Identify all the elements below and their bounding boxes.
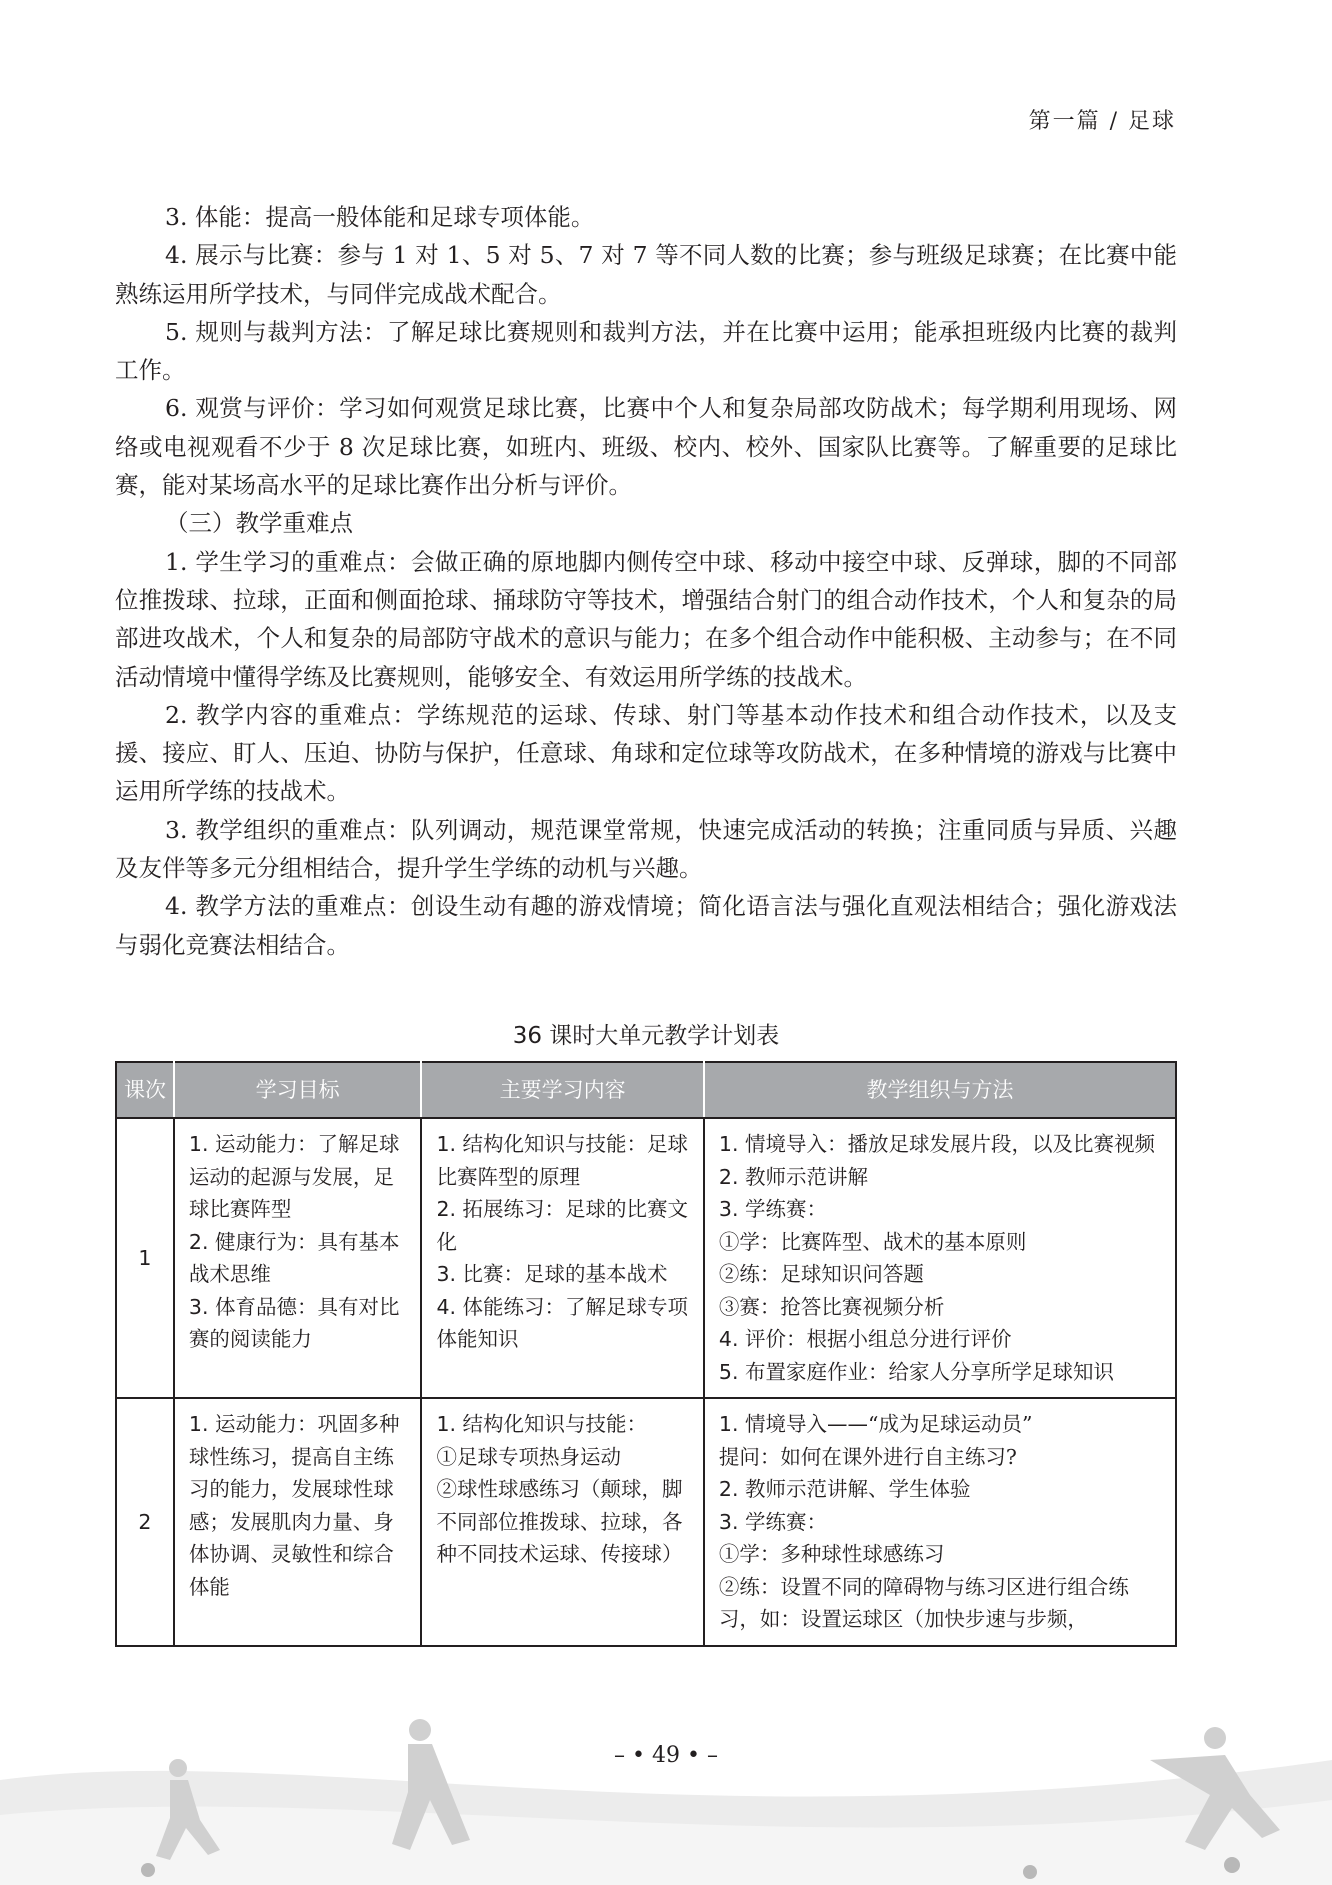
header-lesson-number: 课次 [116,1062,174,1118]
footer-decoration [0,1700,1332,1885]
cell-line-text: 足球的比赛文化 [436,1197,689,1254]
paragraph: 1. 学生学习的重难点：会做正确的原地脚内侧传空中球、移动中接空中球、反弹球，脚的不同部位推拨球、拉球，正面和侧面抢球、捅球防守等技术，增强结合射门的组合动作技术，个人和复杂的局部进攻战术，个人和复杂的局部防守战术的意识与能力；在多个组合动作中能积极、主动参与；在不同活动情境中懂得学练及比赛规则，能够安全、有效运用所学练的技战术。 [115,547,1177,691]
cell-line-text: “成为足球运动员” [867,1412,1033,1436]
cell-line-label: 3. 学练赛： [718,1197,827,1221]
cell-line [436,1441,692,1474]
cell-line [436,1128,692,1193]
body-text [115,198,1177,964]
cell-line-label: 3. 学练赛： [718,1509,827,1534]
cell-goals [174,1118,422,1398]
paragraph: 4. 教学方法的重难点：创设生动有趣的游戏情境；简化语言法与强化直观法相结合；强化游戏法与弱化竞赛法相结合。 [115,892,1177,959]
cell-line [719,1226,1165,1259]
cell-line-label: 1. 情境导入—— [718,1412,868,1436]
cell-line-text: 巩固多种球性练习，提高自主练习的能力，发展球性球感；发展肌肉力量、身体协调、灵敏性和综合体能 [188,1412,400,1599]
cell-content [421,1398,703,1646]
cell-line-text: ②练：足球知识问答题 [718,1262,924,1286]
paragraph: 6. 观赏与评价：学习如何观赏足球比赛，比赛中个人和复杂局部攻防战术；每学期利用现场、网络或电视观看不少于 8 次足球比赛，如班内、班级、校内、校外、国家队比赛等。了解重要的足球比赛，能对某场高水平的足球比赛作出分析与评价。 [115,394,1177,500]
paragraph: 3. 教学组织的重难点：队列调动，规范课堂常规，快速完成活动的转换；注重同质与异质、兴趣及友伴等多元分组相结合，提升学生学练的动机与兴趣。 [115,815,1177,883]
cell-line-text: ②练：设置不同的障碍物与练习区进行组合练习，如：设置运球区（加快步速与步频， [718,1574,1129,1631]
cell-line-text: 足球比赛阵型的原理 [436,1132,689,1189]
cell-line [436,1473,692,1571]
cell-line-label: 2. 教师示范讲解 [718,1164,868,1189]
cell-line-label: 1. 结构化知识与技能： [436,1132,648,1156]
cell-line-label: 1. 结构化知识与技能： [436,1412,648,1436]
cell-line-text: ③赛：抢答比赛视频分析 [718,1294,945,1319]
cell-content [421,1118,703,1398]
cell-line-label: 2. 健康行为： [188,1229,318,1254]
cell-line [436,1291,692,1356]
cell-line [719,1323,1165,1356]
cell-line-text: ②球性球感练习（颠球，脚不同部位推拨球、拉球，各种不同技术运球、传接球） [436,1477,683,1566]
cell-line-text: 具有对比赛的阅读能力 [188,1294,400,1351]
paragraph: 5. 规则与裁判方法：了解足球比赛规则和裁判方法，并在比赛中运用；能承担班级内比赛的裁判工作。 [115,317,1177,385]
cell-line-label: 5. 布置家庭作业： [718,1359,889,1384]
lesson-number: 2 [116,1398,174,1646]
cell-line [719,1408,1165,1441]
table-row [116,1398,1176,1646]
cell-line [719,1441,1165,1474]
table-header-row [116,1062,1176,1118]
cell-line [436,1193,692,1258]
cell-line-label: 3. 体育品德： [188,1294,318,1319]
cell-line-label: 1. 运动能力： [188,1132,318,1156]
cell-line-text: ①学：比赛阵型、战术的基本原则 [718,1229,1027,1254]
cell-line-label: 1. 情境导入： [718,1132,848,1156]
table-row [116,1118,1176,1398]
cell-line-text: 了解足球运动的起源与发展，足球比赛阵型 [188,1132,400,1221]
cell-goals [174,1398,422,1646]
cell-line [189,1291,411,1356]
cell-line-label: 1. 运动能力： [188,1412,318,1436]
header-learning-goals: 学习目标 [174,1062,422,1118]
cell-line-text: 根据小组总分进行评价 [806,1327,1012,1351]
running-header: 第一篇 / 足球 [1028,109,1176,134]
header-organization-method: 教学组织与方法 [704,1062,1176,1118]
paragraph: 3. 体能：提高一般体能和足球专项体能。 [165,203,595,231]
cell-line [719,1356,1165,1389]
cell-line-label: 3. 比赛： [436,1262,525,1286]
cell-line-text: 提问：如何在课外进行自主练习? [718,1444,1017,1469]
cell-line [719,1473,1165,1506]
cell-line [719,1291,1165,1324]
cell-line-text: 给家人分享所学足球知识 [888,1359,1114,1384]
paragraph: 4. 展示与比赛：参与 1 对 1、5 对 5、7 对 7 等不同人数的比赛；参与班级足球赛；在比赛中能熟练运用所学技术，与同伴完成战术配合。 [115,241,1177,308]
table-title: 36 课时大单元教学计划表 [512,1023,780,1049]
cell-method [704,1118,1176,1398]
header-main-content: 主要学习内容 [421,1062,703,1118]
cell-line [189,1408,411,1603]
cell-line [719,1193,1165,1226]
lesson-plan-table [115,1061,1177,1647]
paragraph: 2. 教学内容的重难点：学练规范的运球、传球、射门等基本动作技术和组合动作技术，以及支援、接应、盯人、压迫、协防与保护，任意球、角球和定位球等攻防战术，在多种情境的游戏与比赛中运用所学练的技战术。 [115,700,1177,806]
cell-line-text: ①学：多种球性球感练习 [718,1542,945,1566]
lesson-number: 1 [116,1118,174,1398]
cell-line-text: 足球的基本战术 [524,1262,668,1286]
section-heading: （三）教学重难点 [165,509,353,538]
cell-line [719,1128,1165,1161]
cell-line-text: 播放足球发展片段，以及比赛视频 [847,1132,1155,1156]
cell-line [189,1128,411,1226]
cell-line [719,1506,1165,1539]
cell-line-text: 了解足球专项体能知识 [436,1294,689,1351]
cell-line [436,1258,692,1291]
cell-line [719,1161,1165,1194]
cell-line [719,1538,1165,1571]
cell-line-text: 具有基本战术思维 [188,1229,400,1286]
page-number: – • 49 • – [614,1743,718,1768]
cell-line-label: 2. 教师示范讲解、学生体验 [718,1477,971,1501]
cell-line-label: 4. 体能练习： [436,1294,566,1319]
cell-line-label: 2. 拓展练习： [436,1197,566,1221]
cell-line-text: ①足球专项热身运动 [436,1444,621,1469]
cell-line [436,1408,692,1441]
cell-line [719,1571,1165,1636]
cell-line-label: 4. 评价： [718,1327,807,1351]
cell-line [189,1226,411,1291]
cell-line [719,1258,1165,1291]
cell-method [704,1398,1176,1646]
